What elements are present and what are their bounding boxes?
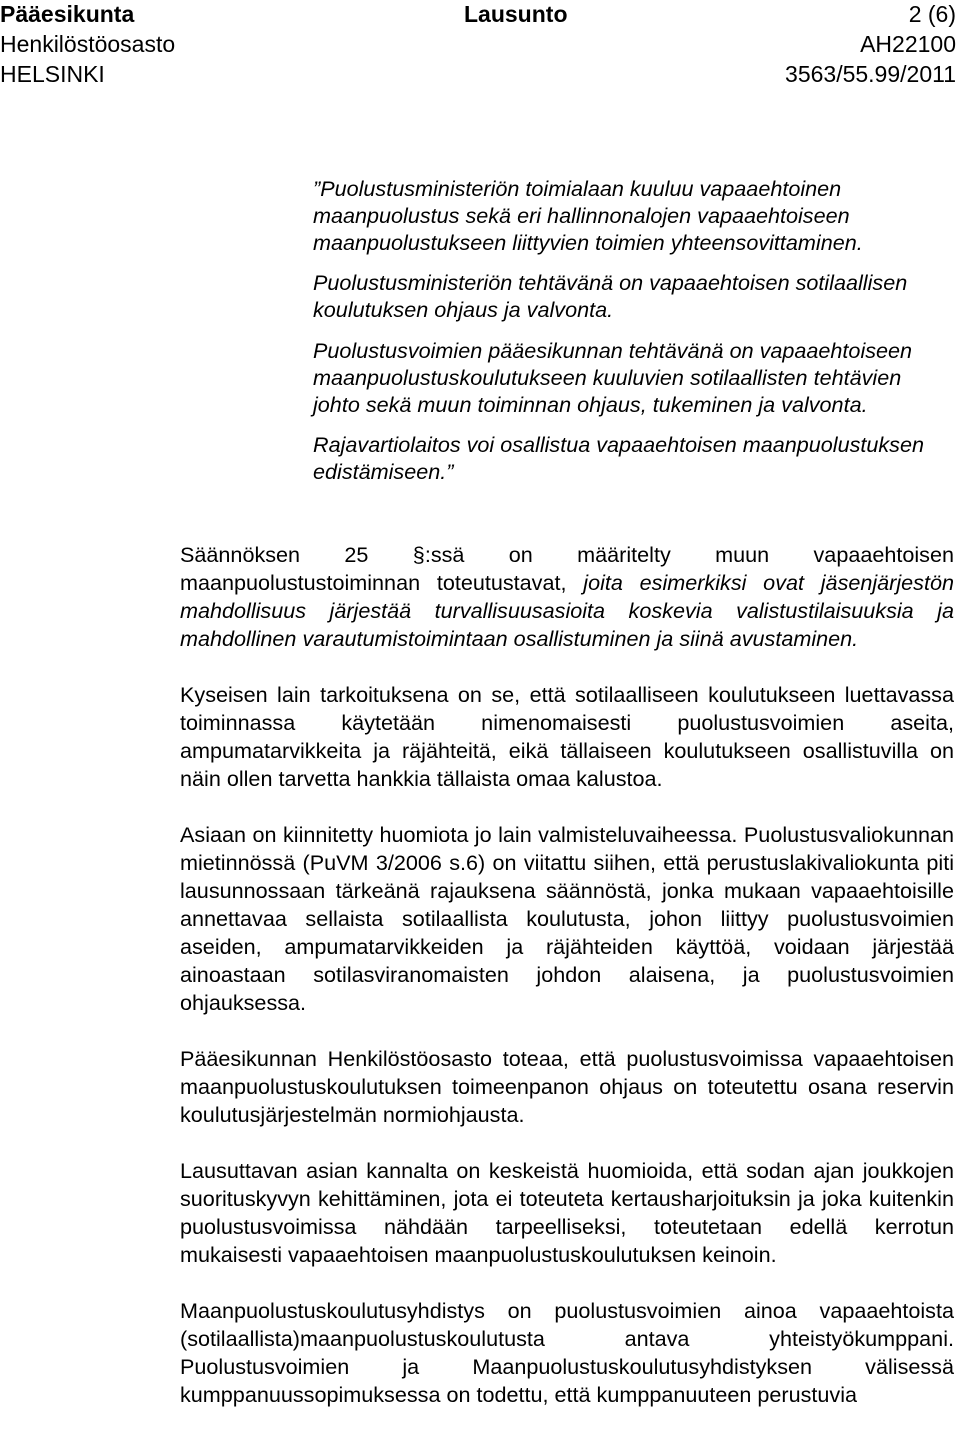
quote-paragraph: Puolustusministeriön tehtävänä on vapaaehtoisen sotilaallisen koulutuksen ohjaus ja valvonta. (313, 270, 908, 323)
body-paragraph: Lausuttavan asian kannalta on keskeistä huomioida, että sodan ajan joukkojen suorituskyvyn kehittäminen, jota ei toteuteta kertausharjoituksin ja joka kuitenkin puolustusvoimissa nähdään tarpeelliseksi, toteutetaan edellä kerrotun mukaisesti vapaaehtoisen maanpuolustuskoulutuksen keinoin. (180, 1158, 954, 1267)
page-number: 2 (6) (908, 1, 956, 27)
body-paragraph: Kyseisen lain tarkoituksena on se, että sotilaalliseen koulutukseen luettavassa toiminnassa käytetään nimenomaisesti puolustusvoimien aseita, ampumatarvikkeita ja räjähteitä, eikä tällaiseen koulutukseen osallistuvilla on näin ollen tarvetta hankkia tällaista omaa kalustoa. (180, 682, 954, 791)
body-paragraph: Asiaan on kiinnitetty huomiota jo lain valmisteluvaiheessa. Puolustusvaliokunnan mietinnössä (PuVM 3/2006 s.6) on viitattu siihen, että perustuslakivaliokunta piti lausunnossaan tärkeänä rajauksena säännöstä, jonka mukaan vapaaehtoisille annettavaa sellaista sotilaallista koulutusta, johon liittyy puolustusvoimien aseiden, ampumatarvikkeiden ja räjähteiden käyttöä, voidaan järjestää ainoastaan sotilasviranomaisten johdon alaisena, ja puolustusvoimien ohjauksessa. (180, 822, 954, 1015)
body-paragraph (180, 541, 954, 653)
quote-paragraph: ”Puolustusministeriön toimialaan kuuluu vapaaehtoinen maanpuolustus sekä eri hallinnonalojen vapaaehtoiseen maanpuolustukseen liittyvien toimien yhteensovittaminen. (313, 176, 863, 255)
quote-paragraph: Rajavartiolaitos voi osallistua vapaaehtoisen maanpuolustuksen edistämiseen.” (313, 432, 924, 485)
quoted-legislation (313, 176, 953, 500)
organization-name: Pääesikunta (0, 1, 135, 27)
body-paragraph: Maanpuolustuskoulutusyhdistys on puolustusvoimien ainoa vapaaehtoista (sotilaallista)maanpuolustuskoulutusta antava yhteistyökumppani. Puolustusvoimien ja Maanpuolustuskoulutusyhdistyksen välisessä kumppanuussopimuksessa on todettu, että kumppanuuteen perustuvia (180, 1298, 954, 1407)
location: HELSINKI (0, 61, 105, 87)
body-text-italic: joita esimerkiksi ovat jäsenjärjestön mahdollisuus järjestää turvallisuusasioita koskevia valistustilaisuuksia ja mahdollinen varautumistoimintaan osallistuminen ja siinä avustaminen. (180, 570, 954, 651)
header-row-1 (0, 0, 960, 28)
header-row-3 (0, 60, 960, 88)
header-row-2 (0, 30, 960, 58)
body-text: Säännöksen 25 §:ssä on määritelty muun vapaaehtoisen maanpuolustustoiminnan toteutustavat, (180, 542, 954, 595)
case-number: 3563/55.99/2011 (785, 61, 956, 87)
document-type: Lausunto (464, 1, 568, 27)
quote-paragraph: Puolustusvoimien pääesikunnan tehtävänä on vapaaehtoiseen maanpuolustuskoulutukseen kuuluvien sotilaallisten tehtävien johto sekä muun toiminnan ohjaus, tukeminen ja valvonta. (313, 337, 913, 417)
department-name: Henkilöstöosasto (0, 31, 176, 57)
body-paragraph: Pääesikunnan Henkilöstöosasto toteaa, että puolustusvoimissa vapaaehtoisen maanpuolustuskoulutuksen toimeenpanon ohjaus on toteutettu osana reservin koulutusjärjestelmän normiohjausta. (180, 1046, 954, 1127)
statement-body (180, 541, 954, 1409)
reference-code: AH22100 (860, 31, 956, 57)
